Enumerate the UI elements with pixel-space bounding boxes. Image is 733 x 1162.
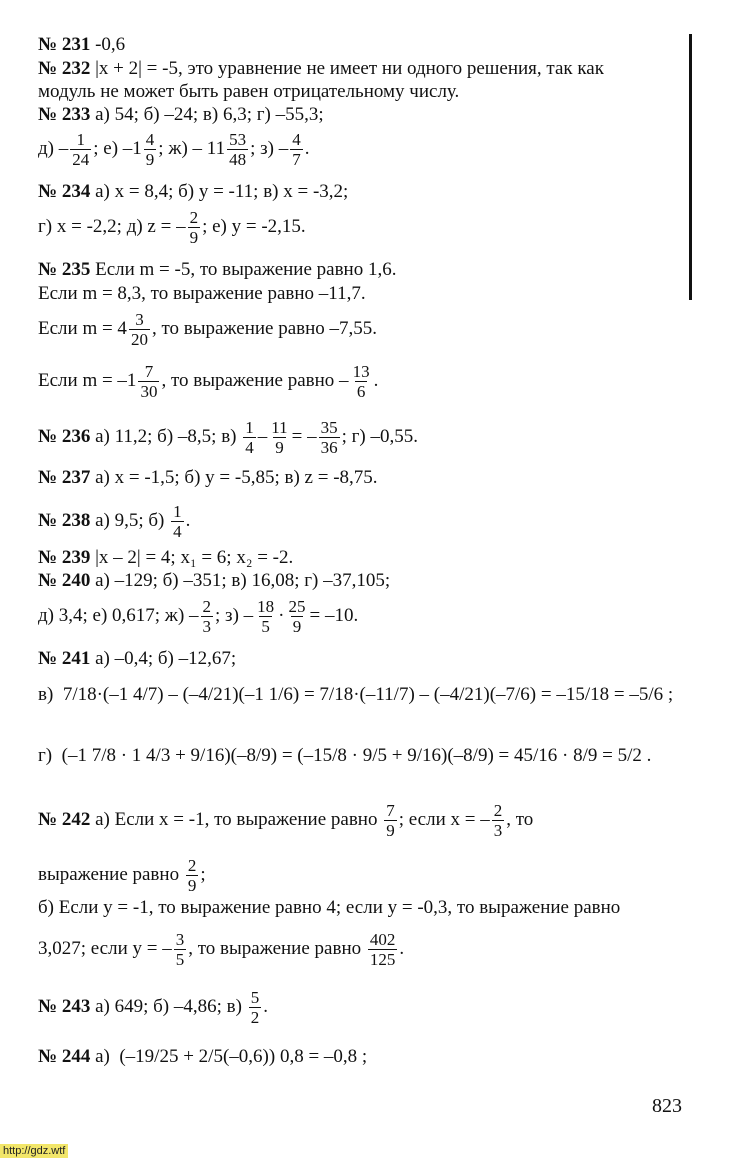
problem-235-line3: Если m = 4 $\frac{3}{20}$ , то выражение равно –7,55. bbox=[38, 310, 378, 349]
problem-242-line4: 3,027; если y = – $\frac{3}{5}$ , то выражение равно $\frac{402}{125}$ . bbox=[38, 930, 405, 969]
problem-240-line2: д) 3,4; е) 0,617; ж) – $\frac{2}{3}$ ; з) – $\frac{18}{5}$ · $\frac{25}{9}$ = –10. bbox=[38, 597, 359, 636]
problem-242-line3: б) Если y = -1, то выражение равно 4; если y = -0,3, то выражение равно bbox=[38, 897, 621, 918]
problem-232-line2: модуль не может быть равен отрицательному числу. bbox=[38, 81, 460, 102]
problem-242-line2: выражение равно $\frac{2}{9}$ ; bbox=[38, 856, 206, 895]
problem-241: № 241 а) –0,4; б) –12,67; bbox=[38, 648, 237, 669]
problem-232: № 232 |x + 2| = -5, это уравнение не имеет ни одного решения, так как bbox=[38, 58, 604, 79]
problem-240: № 240 а) –129; б) –351; в) 16,08; г) –37,105; bbox=[38, 570, 391, 591]
problem-235-line2: Если m = 8,3, то выражение равно –11,7. bbox=[38, 283, 366, 304]
problem-244: № 244 а) (–19/25 + 2/5(–0,6)) 0,8 = –0,8 ; bbox=[38, 1046, 368, 1067]
problem-233: № 233 а) 54; б) –24; в) 6,3; г) –55,3; bbox=[38, 104, 324, 125]
problem-241-v: в) 7/18·(–1 4/7) – (–4/21)(–1 1/6) = 7/18·(–11/7) – (–4/21)(–7/6) = –15/18 = –5/6 ; bbox=[38, 684, 674, 705]
problem-234-line2: г) x = -2,2; д) z = – $\frac{2}{9}$ ; е) y = -2,15. bbox=[38, 208, 306, 247]
problem-235-line4: Если m = –1 $\frac{7}{30}$ , то выражение равно – $\frac{13}{6}$ . bbox=[38, 362, 379, 401]
problem-233-line2: д) – $\frac{1}{24}$ ; е) –1 $\frac{4}{9}$ ; ж) – 11 $\frac{53}{48}$ ; з) – $\frac{4}{7}$ . bbox=[38, 130, 310, 169]
problem-235: № 235 Если m = -5, то выражение равно 1,6. bbox=[38, 259, 397, 280]
problem-234: № 234 а) x = 8,4; б) y = -11; в) x = -3,2; bbox=[38, 181, 349, 202]
problem-243: № 243 а) 649; б) –4,86; в) $\frac{5}{2}$ . bbox=[38, 988, 268, 1027]
margin-bar bbox=[689, 34, 692, 300]
page-number: 823 bbox=[652, 1095, 682, 1117]
problem-231: № 231 -0,6 bbox=[38, 34, 126, 55]
watermark-link[interactable]: http://gdz.wtf bbox=[0, 1144, 68, 1158]
problem-237: № 237 а) x = -1,5; б) y = -5,85; в) z = -8,75. bbox=[38, 467, 378, 488]
problem-238: № 238 а) 9,5; б) $\frac{1}{4}$ . bbox=[38, 502, 191, 541]
problem-241-g: г) (–1 7/8 · 1 4/3 + 9/16)(–8/9) = (–15/8 · 9/5 + 9/16)(–8/9) = 45/16 · 8/9 = 5/2 . bbox=[38, 745, 652, 766]
problem-239: № 239 |x – 2| = 4; x₁ = 6; x₂ = -2. bbox=[38, 547, 294, 568]
problem-236: № 236 а) 11,2; б) –8,5; в) $\frac{1}{4}$ – $\frac{11}{9}$ = – $\frac{35}{36}$ ; г) –0,55. bbox=[38, 418, 418, 457]
problem-242: № 242 а) Если x = -1, то выражение равно $\frac{7}{9}$ ; если x = – $\frac{2}{3}$ , то bbox=[38, 801, 534, 840]
